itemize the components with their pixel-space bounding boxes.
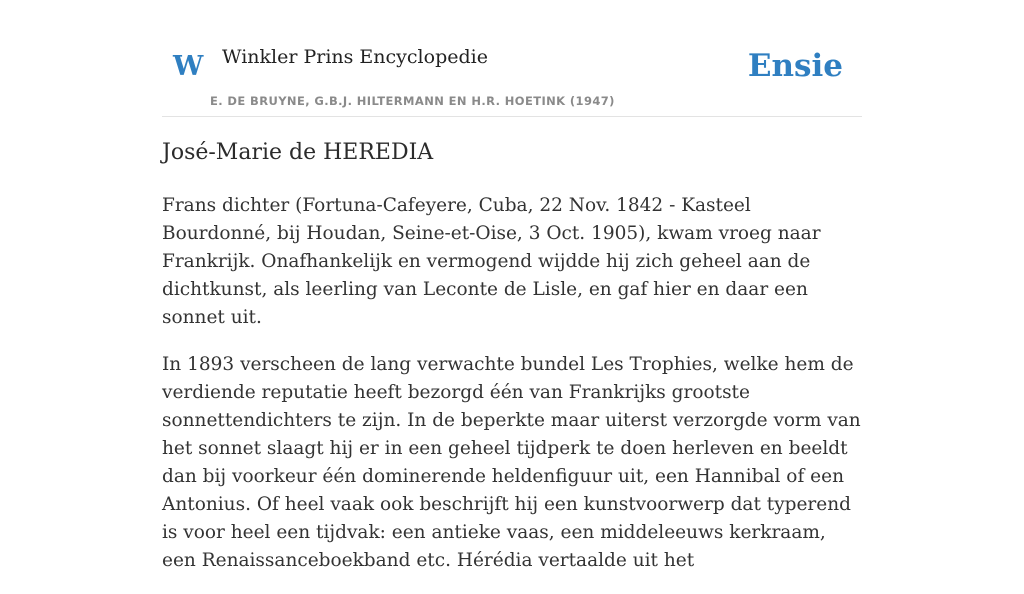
article-body <box>162 192 862 594</box>
header <box>162 0 862 117</box>
publication-title[interactable]: Winkler Prins Encyclopedie <box>222 46 488 68</box>
ensie-brand-logo[interactable]: Ensie <box>747 48 843 84</box>
article-paragraph: In 1893 verscheen de lang verwachte bundel Les Trophies, welke hem de verdiende reputatie heeft bezorgd één van Frankrijks grootste sonnettendichters te zijn. In de beperkte maar uiterst verzorgde vorm van het sonnet slaagt hij er in een geheel tijdperk te doen herleven en beeldt dan bij voorkeur één dominerende heldenfiguur uit, een Hannibal of een Antonius. Of heel vaak ook beschrijft hij een kunstvoorwerp dat typerend is voor heel een tijdvak: een antieke vaas, een middeleeuws kerkraam, een Renaissanceboekband etc. Hérédia vertaalde uit het <box>162 354 861 571</box>
publication-authors: E. DE BRUYNE, G.B.J. HILTERMANN EN H.R. HOETINK (1947) <box>210 94 615 108</box>
article-title: José-Marie de HEREDIA <box>162 140 434 165</box>
winkler-prins-logo-icon[interactable]: W <box>173 51 204 82</box>
article-paragraph: Frans dichter (Fortuna-Cafeyere, Cuba, 22 Nov. 1842 - Kasteel Bourdonné, bij Houdan, Seine-et-Oise, 3 Oct. 1905), kwam vroeg naar Frankrijk. Onafhankelijk en vermogend wijdde hij zich geheel aan de dichtkunst, als leerling van Leconte de Lisle, en gaf hier en daar een sonnet uit. <box>162 195 821 328</box>
